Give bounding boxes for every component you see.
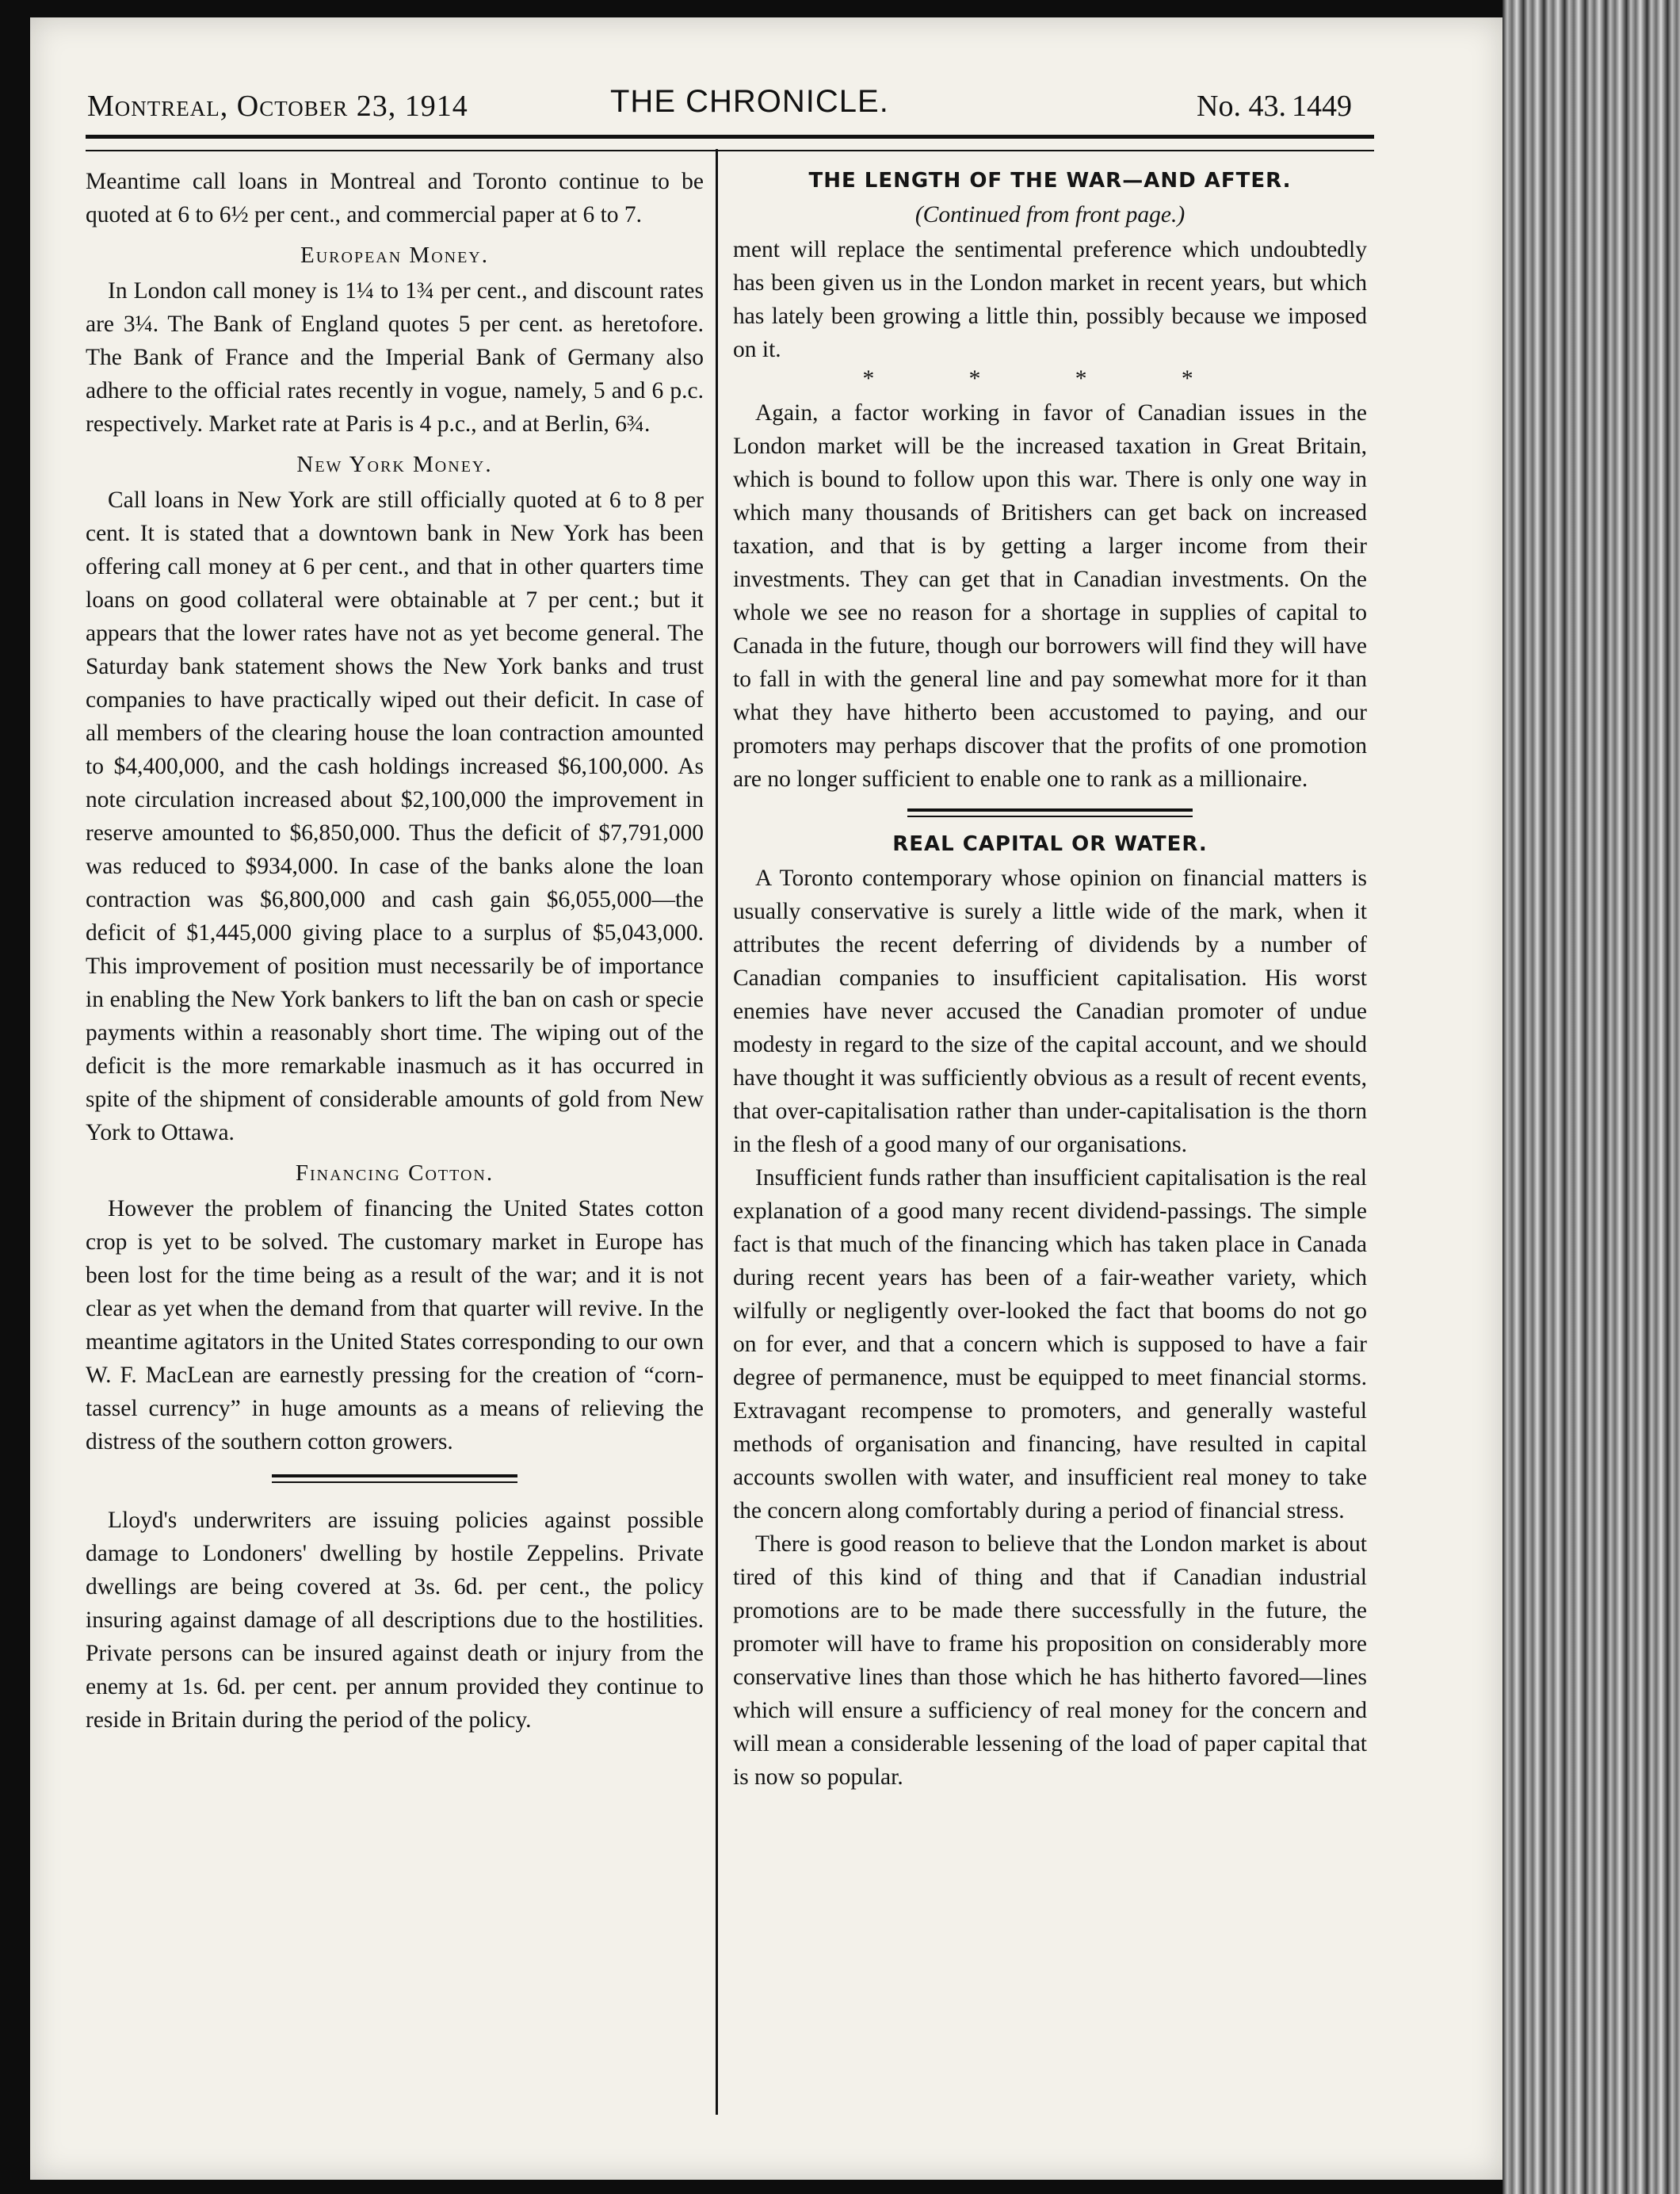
new-york-money-paragraph: Call loans in New York are still officially quoted at 6 to 8 per cent. It is stated that a downtown bank in New York has been offering call money at 6 per cent., and that in other quarters time loans on good collateral were obtainable at 7 per cent.; but it appears that the lower rates have not as yet become general. The Saturday bank statement shows the New York banks and trust companies to have practically wiped out their deficit. In case of all members of the clearing house the loan contraction amounted to $4,400,000, and the cash holdings increased $6,100,000. As note circulation increased about $2,100,000 the improvement in reserve amounted to $6,850,000. Thus the deficit of $7,791,000 was reduced to $934,000. In case of the banks alone the loan contraction was $6,800,000 and cash gain $6,055,000—the deficit of $1,445,000 giving place to a surplus of $5,043,000. This improvement of position must necessarily be of importance in enabling the New York bankers to lift the ban on cash or specie payments within a reasonably short time. The wiping out of the deficit is the more remarkable inasmuch as it has occurred in spite of the shipment of considerable amounts of gold from New York to Ottawa.	[86, 487, 704, 1145]
intro-paragraph: Meantime call loans in Montreal and Toronto continue to be quoted at 6 to 6½ per cent., and commercial paper at 6 to 7.	[86, 169, 704, 227]
european-money-heading: European Money.	[300, 243, 489, 268]
right-column	[733, 165, 1367, 1794]
header-issue-number: No. 43.	[1197, 90, 1286, 123]
war-article-paragraph-2: Again, a factor working in favor of Canadian issues in the London market will be the increased taxation in Great Britain, which is bound to follow upon this war. There is only one way in which many thousands of Britishers can get back on increased taxation, and that is by getting a larger income from their investments. They can get that in Canadian investments. On the whole we see no reason for a shortage in supplies of capital to Canada in the future, though our borrowers will find they will have to fall in with the general line and pay somewhat more for it than what they have hitherto been accustomed to paying, and our promoters may perhaps discover that the profits of one promotion are no longer sufficient to enable one to rank as a millionaire.	[733, 400, 1367, 792]
lloyds-paragraph: Lloyd's underwriters are issuing policies against possible damage to Londoners' dwelling by hostile Zeppelins. Private dwellings are being covered at 3s. 6d. per cent., the policy insuring against damage of all descriptions due to the hostilities. Private persons can be insured against death or injury from the enemy at 1s. 6d. per cent. per annum provided they continue to reside in Britain during the period of the policy.	[86, 1508, 704, 1733]
header-title: THE CHRONICLE.	[610, 84, 889, 119]
financing-cotton-paragraph: However the problem of financing the United States cotton crop is yet to be solved. The customary market in Europe has been lost for the time being as a result of the war; and it is not clear as yet when the demand from that quarter will revive. In the meantime agitators in the United States corresponding to our own W. F. MacLean are earnestly pressing for the creation of “corn-tassel currency” in huge amounts as a means of relieving the distress of the southern cotton growers.	[86, 1196, 704, 1454]
european-money-paragraph: In London call money is 1¼ to 1¾ per cent., and discount rates are 3¼. The Bank of England quotes 5 per cent. as heretofore. The Bank of France and the Imperial Bank of Germany also adhere to the official rates recently in vogue, namely, 5 and 6 p.c. respectively. Market rate at Paris is 4 p.c., and at Berlin, 6¾.	[86, 278, 704, 437]
page-header	[87, 84, 1371, 128]
column-divider	[716, 149, 718, 2115]
capital-article-paragraph-3: There is good reason to believe that the London market is about tired of this kind of thing and that if Canadian industrial promotions are to be made there successfully in the future, the promoter will have to frame his proposition on considerably more conservative lines than those which he has hitherto favored—lines which will ensure a sufficiency of real money for the concern and will mean a considerable lessening of the load of paper capital that is now so popular.	[733, 1531, 1367, 1790]
capital-article-paragraph-2: Insufficient funds rather than insufficient capitalisation is the real explanation of a good many recent dividend-passings. The simple fact is that much of the financing which has taken place in Canada during recent years has been of a fair-weather variety, which wilfully or negligently over-looked the fact that booms do not go on for ever, and that a concern which is supposed to have a fair degree of permanence, must be equipped to meet financial storms. Extravagant recompense to promoters, and generally wasteful methods of organisation and financing, have resulted in capital accounts swollen with water, and insufficient real money to take the concern along comfortably during a period of financial stress.	[733, 1165, 1367, 1523]
financing-cotton-heading: Financing Cotton.	[295, 1160, 494, 1186]
capital-article-paragraph-1: A Toronto contemporary whose opinion on financial matters is usually conservative is surely a little wide of the mark, when it attributes the recent deferring of dividends by a number of Canadian companies to insufficient capitalisation. His worst enemies have never accused the Canadian promoter of undue modesty in regard to the size of the capital account, and we should have thought it was sufficiently obvious as a result of recent events, that over-capitalisation rather than under-capitalisation is the thorn in the flesh of a good many of our organisations.	[733, 866, 1367, 1157]
section-separator	[272, 1474, 517, 1483]
new-york-money-heading: New York Money.	[296, 452, 493, 477]
war-article-paragraph-1: ment will replace the sentimental preference which undoubtedly has been given us in the London market in recent years, but which has lately been growing a little thin, possibly because we imposed on it.	[733, 237, 1367, 362]
header-rule	[86, 135, 1374, 151]
capital-article-heading: REAL CAPITAL OR WATER.	[892, 832, 1208, 856]
book-page-edges	[1502, 0, 1680, 2194]
section-separator	[907, 808, 1193, 817]
war-article-heading: THE LENGTH OF THE WAR—AND AFTER.	[808, 169, 1292, 193]
section-stars: * * * *	[862, 366, 1238, 392]
left-column	[86, 165, 704, 1737]
header-date: Montreal, October 23, 1914	[87, 90, 468, 123]
war-article-subheading: (Continued from front page.)	[914, 202, 1186, 227]
header-page-number: 1449	[1292, 90, 1352, 123]
